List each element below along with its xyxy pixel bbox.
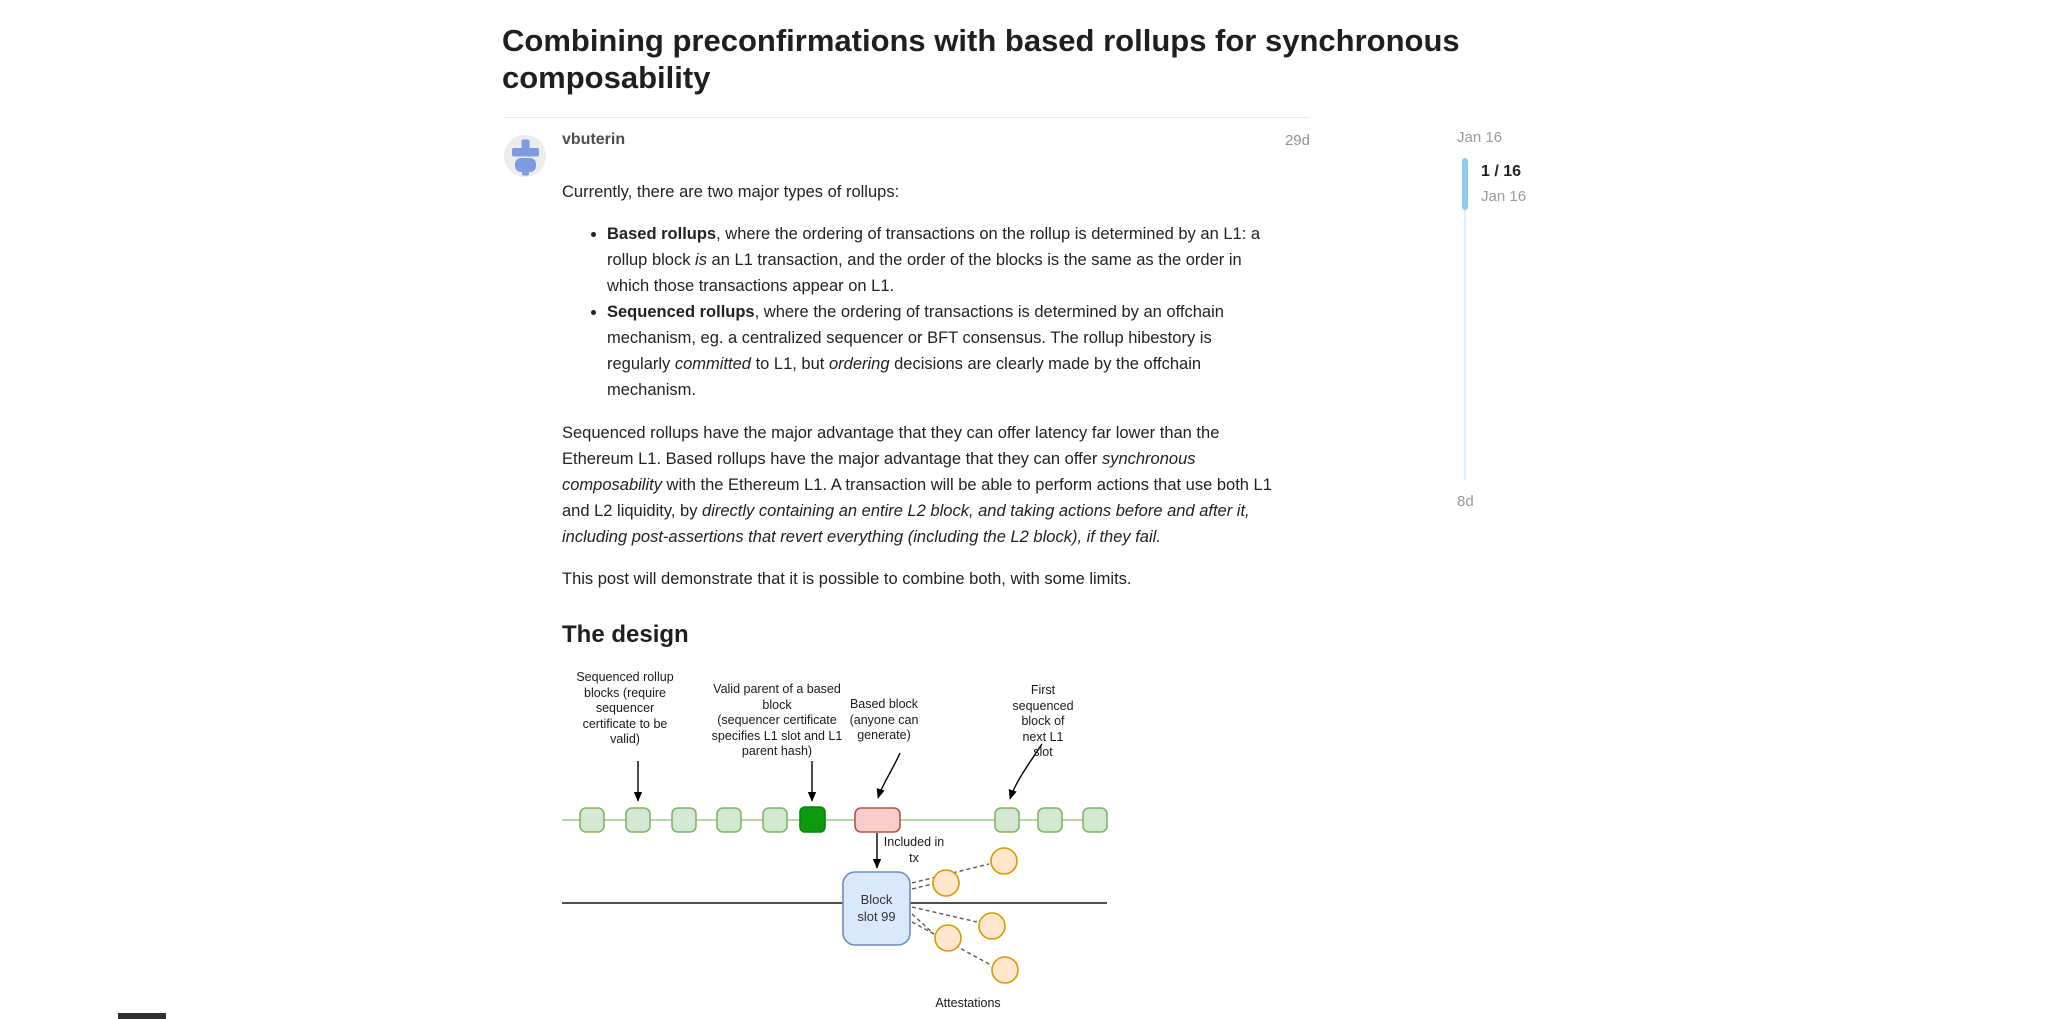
label-first-sequenced (998, 683, 1088, 761)
section-heading (562, 621, 1314, 649)
bottom-left-dark-fragment (118, 1013, 166, 1019)
text-segment: mechanism. (607, 381, 696, 399)
label-based-block (828, 697, 940, 744)
bullet-list (562, 221, 1262, 403)
label-included-in-tx (877, 835, 951, 866)
text-segment: The design (562, 621, 689, 648)
text-segment: an L1 transaction, and the order of the blocks is the same as the order in (706, 251, 1242, 269)
text-segment: (sequencer certificate (717, 713, 837, 727)
post-age: 29d (1284, 132, 1310, 149)
topic-title (502, 22, 1512, 96)
label-sequenced-rollup-blocks (565, 670, 685, 748)
timeline-date-top[interactable]: Jan 16 (1457, 129, 1503, 146)
text-segment: ordering (828, 355, 890, 373)
bullet-item (607, 299, 1262, 403)
text-segment: Based block (849, 697, 919, 711)
text-segment: composability (562, 476, 662, 494)
bullet-item (607, 221, 1262, 299)
avatar-icon (504, 135, 546, 177)
title-divider (504, 117, 1310, 118)
text-segment: directly containing an entire L2 block, and taking actions before and after it, (702, 502, 1250, 520)
text-segment: Based rollups (607, 225, 717, 243)
text-segment: with the Ethereum L1. A transaction will be able to perform actions that use both L1 (661, 476, 1272, 494)
text-segment: which those transactions appear on L1. (607, 277, 895, 295)
text-segment: rollup block (607, 251, 696, 269)
text-segment: Sequenced rollups (607, 303, 755, 321)
text-segment: synchronous (1101, 450, 1196, 468)
text-segment: and L2 liquidity, by (562, 502, 703, 520)
paragraph (562, 179, 1314, 205)
text-segment: regularly (607, 355, 675, 373)
timeline-track[interactable] (1464, 210, 1466, 480)
design-diagram[interactable] (560, 655, 1118, 1019)
text-segment: parent hash) (741, 744, 813, 758)
text-segment: Currently, there are two major types of rollups: (562, 183, 900, 201)
label-block-slot-99 (843, 891, 910, 925)
text-segment: , where the ordering of transactions on the rollup is determined by an L1: a (716, 225, 1261, 243)
post-author[interactable]: vbuterin (562, 131, 626, 148)
text-segment: First (1030, 683, 1056, 697)
text-segment: slot 99 (857, 909, 896, 924)
text-segment: Valid parent of a based (713, 682, 841, 696)
text-segment: slot (1033, 745, 1053, 759)
text-segment: block of (1021, 714, 1065, 728)
text-segment: Included in (883, 835, 945, 849)
timeline-progress[interactable]: 1 / 16 (1481, 163, 1522, 180)
text-segment: mechanism, eg. a centralized sequencer or BFT consensus. The rollup hibestory is (607, 329, 1212, 347)
paragraph (562, 420, 1314, 550)
text-segment: tx (909, 850, 919, 865)
text-segment: to L1, but (750, 355, 829, 373)
text-segment: next L1 (1022, 729, 1064, 744)
text-segment: block (762, 697, 792, 712)
text-segment: Sequenced rollup (576, 670, 674, 684)
text-segment: certificate to be (582, 716, 668, 731)
text-segment: valid) (610, 732, 640, 746)
text-segment: sequenced (1012, 698, 1074, 713)
paragraph (562, 566, 1314, 592)
text-segment: decisions are clearly made by the offchain (889, 355, 1202, 373)
text-segment: This post will demonstrate that it is possible to combine both, with some limits. (562, 570, 1132, 588)
timeline-date-current: Jan 16 (1481, 188, 1527, 205)
text-segment: generate) (857, 728, 911, 742)
post-body (562, 179, 1314, 649)
timeline-date-bottom[interactable]: 8d (1457, 493, 1474, 510)
timeline-scroller[interactable] (1462, 158, 1468, 210)
text-segment: Attestations (935, 996, 1001, 1010)
text-segment: including post-assertions that revert everything (including the L2 block), if they fail. (562, 528, 1161, 546)
text-segment: sequencer (595, 701, 655, 715)
text-segment: Ethereum L1. Based rollups have the major advantage that they can offer (562, 450, 1102, 468)
text-segment: committed (674, 355, 751, 373)
text-segment: Block (860, 892, 893, 907)
text-segment: Combining preconfirmations with based rollups for synchronous (502, 23, 1460, 58)
text-segment: (anyone can (849, 712, 919, 727)
avatar[interactable] (504, 135, 546, 177)
text-segment: , where the ordering of transactions is determined by an offchain (754, 303, 1224, 321)
label-attestations (908, 996, 1028, 1012)
text-segment: is (695, 251, 707, 269)
text-segment: specifies L1 slot and L1 (711, 728, 843, 743)
text-segment: composability (502, 60, 711, 95)
text-segment: blocks (require (584, 685, 666, 700)
text-segment: Sequenced rollups have the major advantage that they can offer latency far lower than the (562, 424, 1220, 442)
